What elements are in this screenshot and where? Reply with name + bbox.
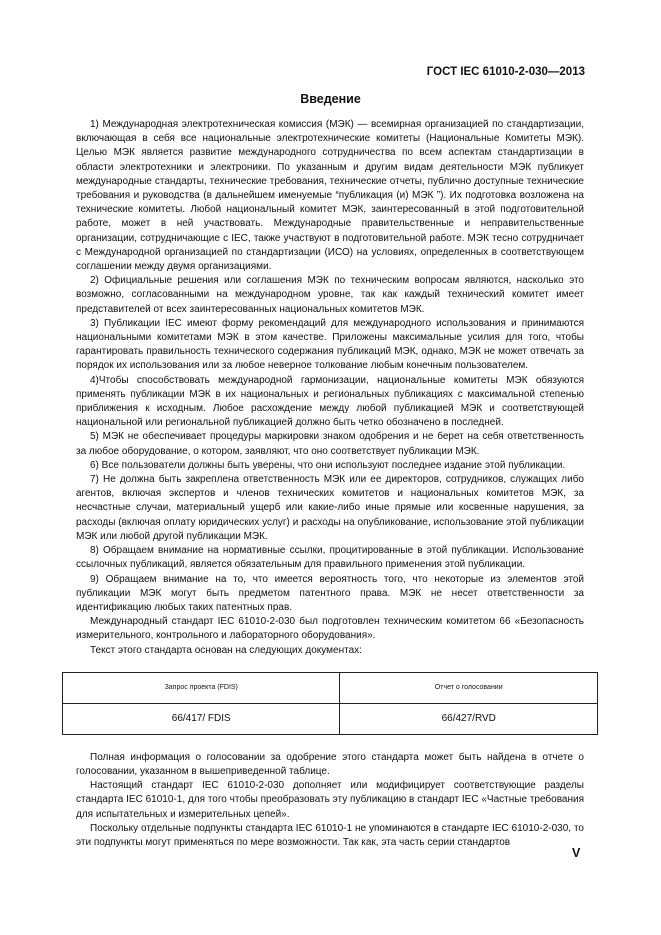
paragraph-9: 9) Обращаем внимание на то, что имеется вероятность того, что некоторые из элементов этой публикации МЭК могут быть предметом патентного права. МЭК не несет ответственности за идентификацию любых таких патентных прав. [76,573,584,613]
paragraph-3: 3) Публикации IEC имеют форму рекомендаций для международного использования и принимаются национальными комитетами МЭК в этом качестве. Приложены максимальные усилия для того, чтобы гарантировать правильность технического содержания публикаций МЭК, однако, МЭК не может отвечать за порядок их использования или за любое неверное толкование любым конечным пользователем. [76,317,584,372]
paragraph-8: 8) Обращаем внимание на нормативные ссылки, процитированные в этой публикации. Использование ссылочных публикаций, является обязательным для правильного применения этой публикации. [76,545,584,571]
paragraph-7: 7) Не должна быть закреплена ответственность МЭК или ее директоров, сотрудников, служащих либо агентов, включая экспертов и членов технических комитетов и национальных комитетов МЭК, за несчастные случаи, материальный ущерб или какие-либо иные прямые или косвенные нарушения, за расходы (включая оплату юридических услуг) и расходы на опубликование, использование этой публикации МЭК или любой другой публикации МЭК. [76,474,584,542]
paragraph-1: 1) Международная электротехническая комиссия (МЭК) — всемирная организацией по стандартизации, включающая в себя все национальные электротехнические комитеты (Национальные Комитеты МЭК). Целью МЭК является развитие международного сотрудничества по всем аспектам стандартизации в области электротехники и электроники. По указанным и другим видам деятельности МЭК публикует международные стандарты, технические требования, технические отчеты, публично доступные технические требования и руководства (в дальнейшем именуемые “публикация (и) МЭК ”). Их подготовка возложена на технические комитеты. Любой национальный комитет МЭК, заинтересованный в этой подготовительной работе, может в ней участвовать. Международные правительственные и неправительственные организации, сотрудничающие с IEC, также участвуют в подготовительной работе. МЭК тесно сотрудничает с Международной организацией по стандартизации (ИСО) на условиях, определенных в соответствующем соглашении между двумя организациями. [76,119,584,273]
document-body [76,118,584,850]
paragraph-voting: Полная информация о голосовании за одобрение этого стандарта может быть найдена в отчете о голосовании, указанном в вышеприведенной таблице. [76,751,584,777]
table-header-fdis: Запрос проекта (FDIS) [63,672,340,703]
table-cell-fdis: 66/417/ FDIS [63,703,340,734]
paragraph-5: 5) МЭК не обеспечивает процедуры маркировки знаком одобрения и не берет на себя ответственность за любое оборудование, о котором, заявляют, что оно соответствует публикации МЭК. [76,431,584,457]
document-header: ГОСТ IEC 61010-2-030—2013 [426,66,585,78]
table-header-rvd: Отчет о голосовании [340,672,598,703]
documents-table [62,672,598,735]
page-number: V [572,846,581,860]
paragraph-supplements: Настоящий стандарт IEC 61010-2-030 дополняет или модифицирует соответствующие разделы стандарта IEC 61010-1, для того чтобы преобразовать эту публикацию в стандарт IEC «Частные требования для испытательных и измерительных цепей». [76,780,584,820]
section-title: Введение [300,92,361,106]
paragraph-6: 6) Все пользователи должны быть уверены, что они используют последнее издание этой публикации. [90,459,566,471]
paragraph-4: 4)Чтобы способствовать международной гармонизации, национальные комитеты МЭК обязуются применять публикации МЭК в их национальных и региональных публикациях с максимальной степенью приближения к исходным. Любое расхождение между любой публикацией МЭК и соответствующей национальной или региональной публикацией должно быть четко обозначено в последней. [76,374,584,429]
table-row [63,703,598,734]
paragraph-documents-intro: Текст этого стандарта основан на следующих документах: [90,644,362,656]
table-header-row [63,672,598,703]
paragraph-subclauses: Поскольку отдельные подпункты стандарта IEC 61010-1 не упоминаются в стандарте IEC 61010-2-030, то эти подпункты могут применяться по мере возможности. Так как, эта часть серии стандартов [76,822,584,848]
paragraph-committee: Международный стандарт IEC 61010-2-030 был подготовлен техническим комитетом 66 «Безопасность измерительного, контрольного и лабораторного оборудования». [76,616,584,642]
paragraph-2: 2) Официальные решения или соглашения МЭК по техническим вопросам являются, насколько это возможно, согласованными на международном уровне, так как каждый технический комитет имеет представителей от всех заинтересованных национальных комитетов МЭК. [76,275,584,315]
table-cell-rvd: 66/427/RVD [340,703,598,734]
